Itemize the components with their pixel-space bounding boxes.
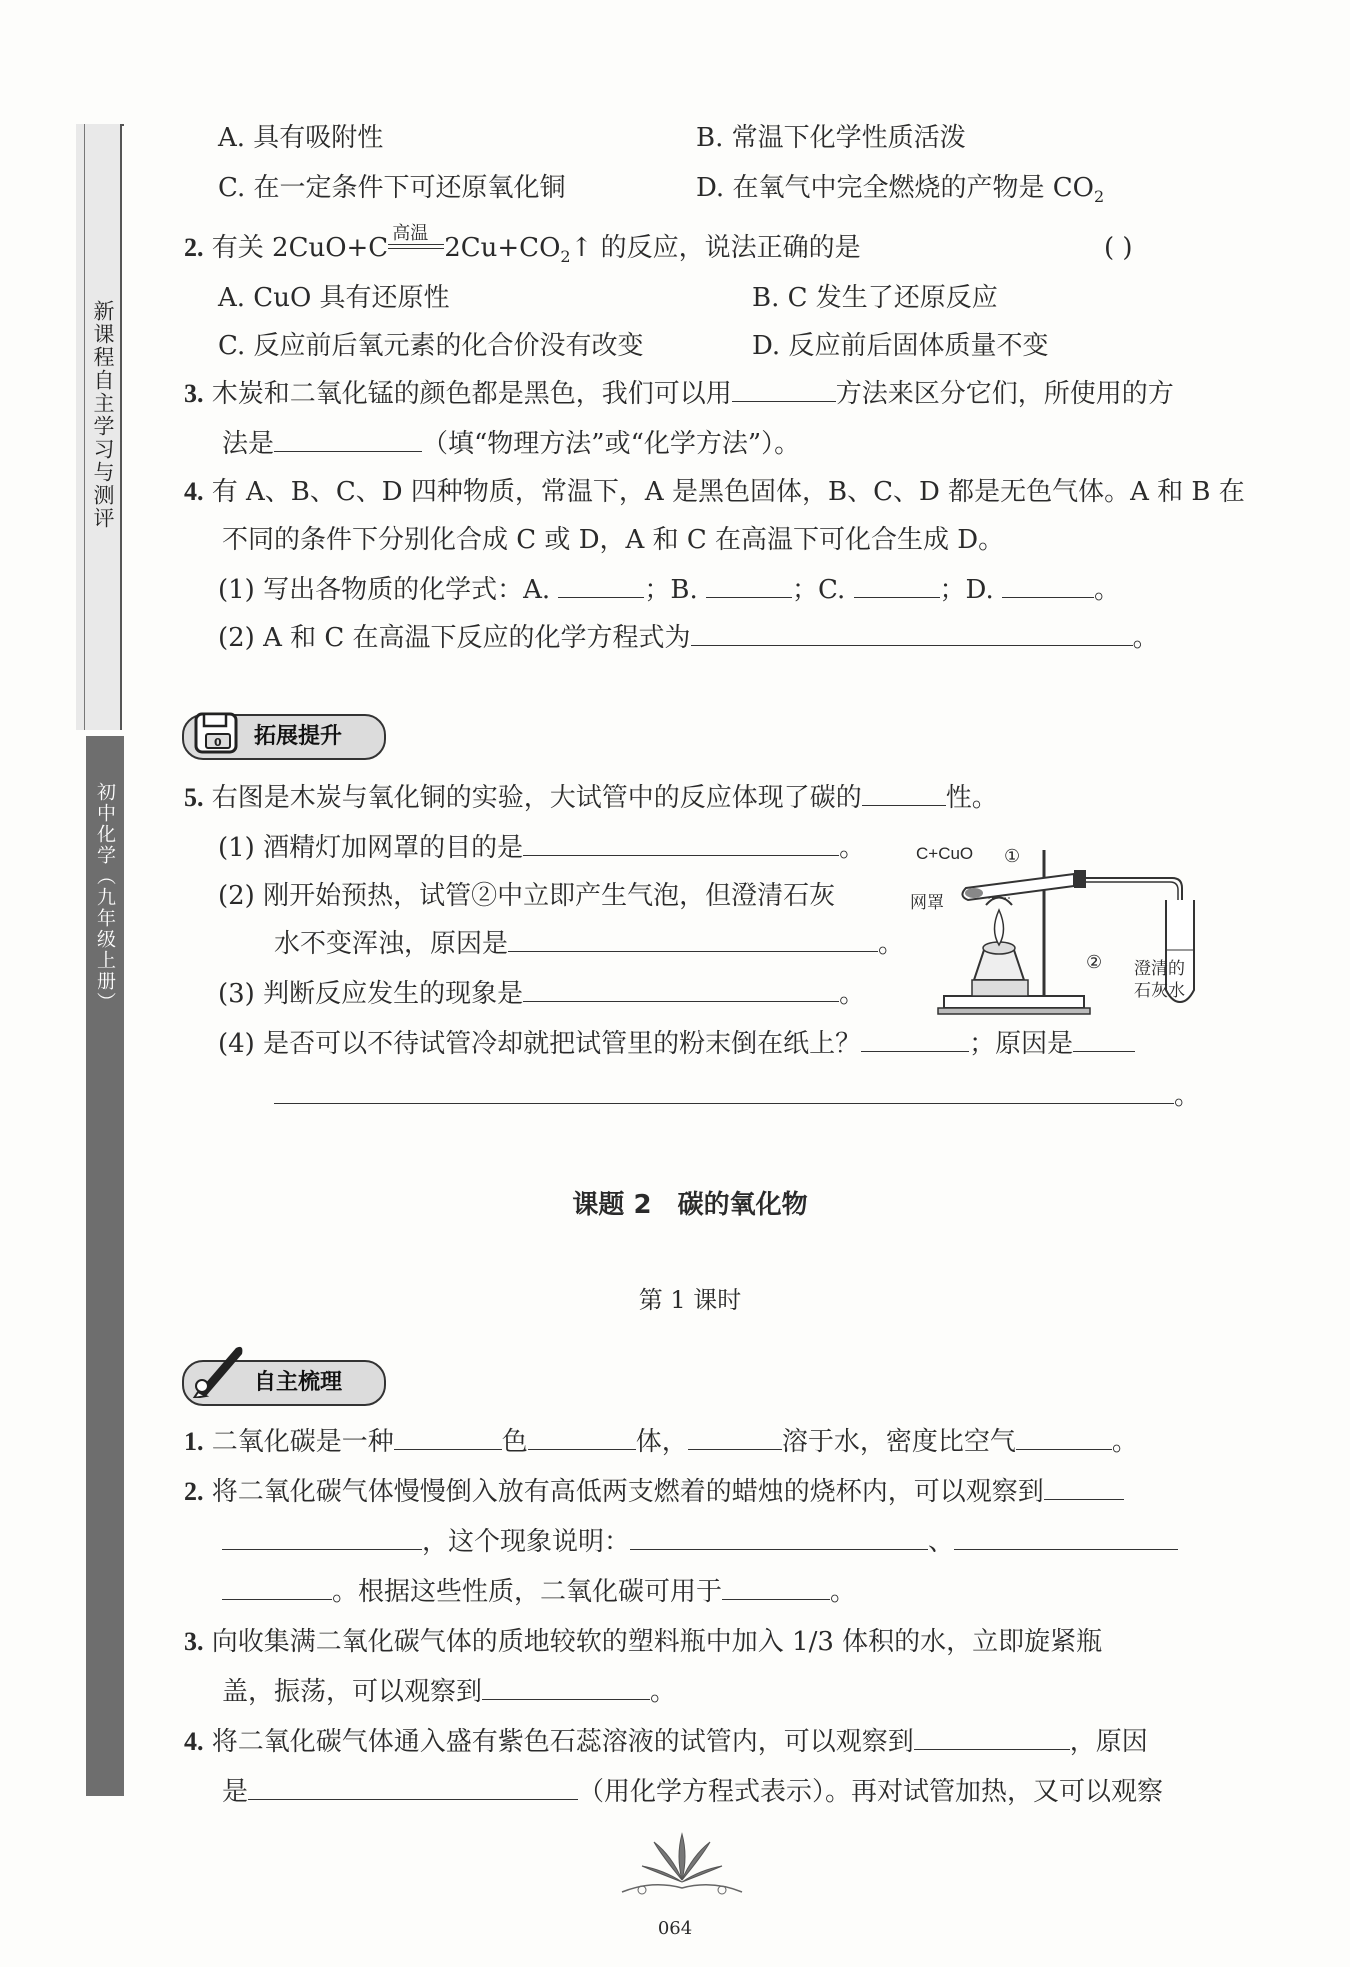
answer-blank[interactable] (558, 573, 644, 598)
q5-sub-4: (4) 是否可以不待试管冷却就把试管里的粉末倒在纸上？ ；原因是 (218, 1026, 1135, 1062)
s2-q4-line-2: 是 （用化学方程式表示）。再对试管加热，又可以观察 (222, 1777, 1164, 1807)
q2-option-b: B. C 发生了还原反应 (752, 283, 998, 313)
side-tab-lower-text: 初中化学（九年级上册） (94, 782, 116, 1013)
page-number: 064 (657, 1918, 693, 1939)
floppy-disk-icon (192, 710, 244, 754)
s2-q3-line-2: 盖，振荡，可以观察到 。 (222, 1677, 677, 1707)
answer-blank[interactable] (861, 1027, 969, 1052)
q4-sub-2: (2) A 和 C 在高温下反应的化学方程式为 。 (218, 623, 1159, 653)
answer-blank[interactable] (508, 927, 878, 952)
section-badge-self-study: 自主梳理 (182, 1360, 386, 1406)
q5-sub-2b: 水不变浑浊，原因是 。 (274, 929, 905, 959)
q4-line-2: 不同的条件下分别化合成 C 或 D，A 和 C 在高温下可化合生成 D。 (222, 525, 1005, 555)
answer-blank[interactable] (862, 781, 946, 806)
answer-blank[interactable] (222, 1525, 422, 1550)
answer-blank[interactable] (248, 1775, 578, 1800)
q5-stem: 5. 右图是木炭与氧化铜的实验，大试管中的反应体现了碳的 性。 (184, 783, 998, 813)
answer-blank[interactable] (854, 573, 940, 598)
q1-option-a: A. 具有吸附性 (218, 123, 384, 153)
q2-stem: 2. 有关 2CuO+C 高温 $2Cu+CO_2↑$ 的反应，说法正确的是 (184, 230, 861, 275)
answer-blank[interactable] (523, 831, 839, 856)
q1-option-c: C. 在一定条件下可还原氧化铜 (218, 173, 566, 203)
figure-label-gauze: 网罩 (910, 893, 944, 913)
q2-option-d: D. 反应前后固体质量不变 (752, 331, 1049, 361)
figure-label-limewater-2: 石灰水 (1134, 981, 1185, 1001)
s2-q4-line-1: 4. 将二氧化碳气体通入盛有紫色石蕊溶液的试管内，可以观察到 ，原因 (184, 1727, 1148, 1757)
s2-q1: 1. 二氧化碳是一种 色 体， 溶于水，密度比空气 。 (184, 1427, 1138, 1457)
footer-ornament (612, 1826, 752, 1916)
answer-blank[interactable] (691, 621, 1133, 646)
answer-blank[interactable] (732, 377, 836, 402)
lesson-period: 第 1 课时 (638, 1286, 742, 1314)
answer-blank[interactable] (1073, 1027, 1135, 1052)
q4-line-1: 4. 有 A、B、C、D 四种物质，常温下，A 是黑色固体，B、C、D 都是无色气体。A 和 B 在 (184, 477, 1245, 507)
figure-label-reactant: C+CuO (916, 844, 974, 863)
q3-line-2: 法是 （填“物理方法”或“化学方法”）。 (222, 429, 801, 459)
q2-number: 2. (184, 233, 204, 262)
figure-label-tube2: ② (1086, 952, 1103, 973)
figure-label-limewater-1: 澄清的 (1134, 959, 1185, 979)
q2-option-c: C. 反应前后氧元素的化合价没有改变 (218, 331, 644, 361)
answer-blank[interactable] (722, 1575, 830, 1600)
answer-blank[interactable] (528, 1425, 636, 1450)
answer-blank[interactable] (523, 977, 839, 1002)
answer-blank[interactable] (274, 427, 422, 452)
pen-icon (188, 1342, 248, 1398)
answer-blank[interactable] (1016, 1425, 1112, 1450)
side-tab-upper-text: 新课程自主学习与测评 (91, 300, 115, 530)
reaction-arrow (388, 223, 444, 264)
q5-sub-3: (3) 判断反应发生的现象是 。 (218, 979, 866, 1009)
answer-blank[interactable] (630, 1525, 928, 1550)
figure-label-tube1: ① (1004, 846, 1021, 867)
section-badge-extension: 0 拓展提升 (182, 714, 386, 760)
q1-option-d: D. 在氧气中完全燃烧的产物是 $CO_2$ (696, 173, 1105, 207)
answer-blank[interactable] (1002, 573, 1094, 598)
answer-blank[interactable] (954, 1525, 1178, 1550)
s2-q2-line-3: 。根据这些性质，二氧化碳可用于 。 (222, 1574, 856, 1610)
q1-option-b: B. 常温下化学性质活泼 (696, 123, 966, 153)
answer-blank[interactable] (482, 1675, 650, 1700)
answer-blank[interactable] (1044, 1475, 1124, 1500)
q4-sub-1: (1) 写出各物质的化学式：A. ；B. ；C. ；D. 。 (218, 575, 1121, 605)
answer-blank[interactable] (706, 573, 792, 598)
reaction-condition: 高温 (392, 223, 429, 244)
svg-text:0: 0 (214, 736, 222, 749)
q5-sub-1: (1) 酒精灯加网罩的目的是 。 (218, 833, 866, 863)
q2-option-a: A. CuO 具有还原性 (218, 283, 450, 313)
q5-sub-2a: (2) 刚开始预热，试管②中立即产生气泡，但澄清石灰 (218, 881, 836, 911)
answer-blank[interactable] (222, 1575, 332, 1600)
answer-parenthesis: ( ) (1104, 233, 1133, 263)
answer-blank[interactable] (394, 1425, 502, 1450)
q3-line-1: 3. 木炭和二氧化锰的颜色都是黑色，我们可以用 方法来区分它们，所使用的方 (184, 379, 1174, 409)
answer-blank[interactable] (274, 1079, 1174, 1104)
q5-sub-4-continued: 。 (274, 1078, 1200, 1114)
answer-blank[interactable] (914, 1725, 1070, 1750)
side-tab-inner-rule (84, 124, 85, 730)
s2-q3-line-1: 3. 向收集满二氧化碳气体的质地较软的塑料瓶中加入 1/3 体积的水，立即旋紧瓶 (184, 1627, 1103, 1657)
s2-q2-line-1: 2. 将二氧化碳气体慢慢倒入放有高低两支燃着的蜡烛的烧杯内，可以观察到 (184, 1474, 1124, 1510)
s2-q2-line-2: ，这个现象说明： 、 (222, 1524, 1178, 1560)
answer-blank[interactable] (688, 1425, 782, 1450)
lesson-title: 课题 2 碳的氧化物 (572, 1190, 808, 1220)
